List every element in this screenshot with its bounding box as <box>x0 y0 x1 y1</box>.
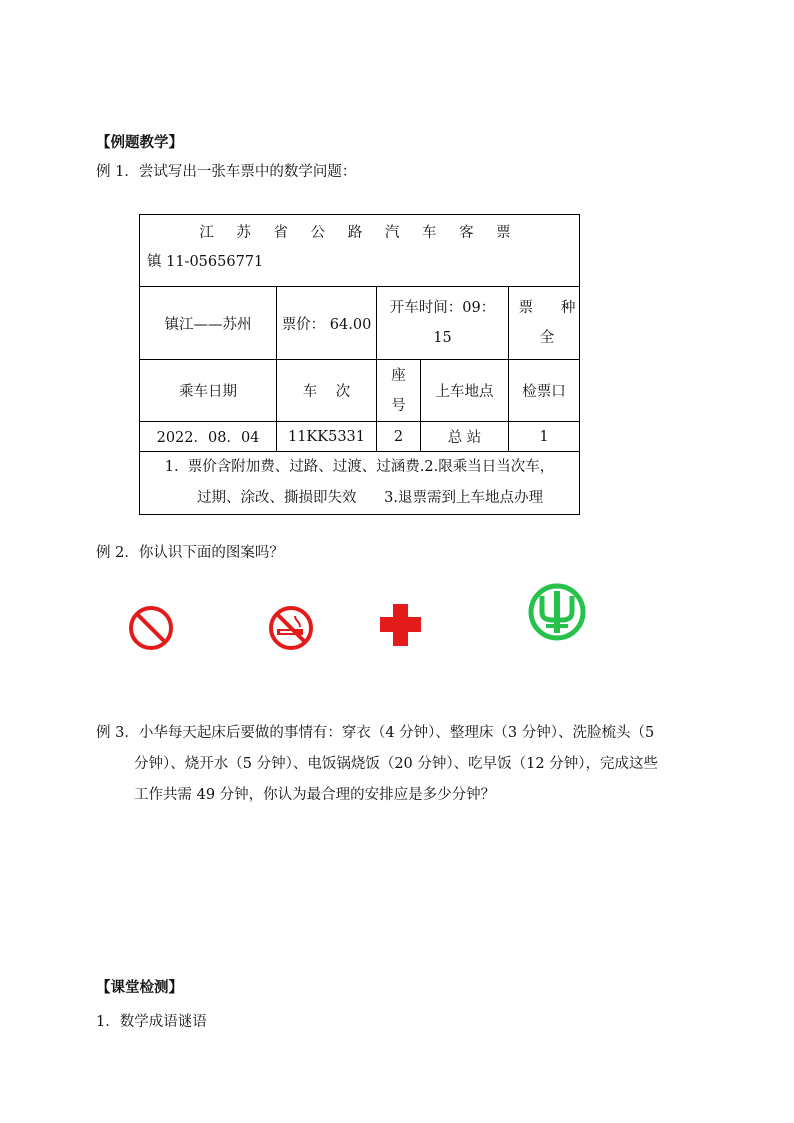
ticket-value-boarding: 总 站 <box>421 422 509 452</box>
ticket-depart-line2: 15 <box>433 330 452 346</box>
ticket-header-seat-line2: 号 <box>391 397 406 414</box>
ticket-depart-time <box>377 287 509 360</box>
ticket-header-cell <box>140 215 580 287</box>
ticket-value-date: 2022．08．04 <box>140 422 277 452</box>
example-3-line1: 例 3．小华每天起床后要做的事情有：穿衣（4 分钟）、整理床（3 分钟）、洗脸梳头（5 <box>96 725 655 741</box>
ticket-header-date: 乘车日期 <box>140 360 277 422</box>
ticket-depart-line1: 开车时间：09： <box>389 300 496 316</box>
no-entry-icon <box>131 608 171 648</box>
example-1-prompt: 例 1．尝试写出一张车票中的数学问题： <box>96 164 357 180</box>
example-3-line3: 工作共需 49 分钟，你认为最合理的安排应是多少分钟？ <box>134 787 496 803</box>
ticket-type-line2: 全 <box>539 330 555 346</box>
ticket-value-train: 11KK5331 <box>277 422 377 452</box>
ticket-header-gate: 检票口 <box>509 360 580 422</box>
ticket-header-train: 车 次 <box>277 360 377 422</box>
ticket-notes <box>140 452 580 515</box>
section-heading-check: 【课堂检测】 <box>96 979 183 996</box>
example-2-prompt: 例 2．你认识下面的图案吗？ <box>96 545 284 561</box>
example-3 <box>96 718 706 811</box>
ticket-type <box>509 287 580 360</box>
red-cross-icon <box>380 604 421 646</box>
ticket-header-boarding: 上车地点 <box>421 360 509 422</box>
question-1: 1．数学成语谜语 <box>96 1014 207 1030</box>
ticket-type-line1: 票 种 <box>518 300 576 316</box>
section-heading-examples: 【例题教学】 <box>96 134 183 151</box>
ticket-notes-line1: 1. 票价含附加费、过路、过渡、过涵费.2.限乘当日当次车， <box>164 459 555 475</box>
ticket-route: 镇江——苏州 <box>140 287 277 360</box>
ticket-value-gate: 1 <box>509 422 580 452</box>
ticket-title: 江 苏 省 公 路 汽 车 客 票 <box>199 225 520 241</box>
ticket-header-seat <box>377 360 421 422</box>
ticket-value-seat: 2 <box>377 422 421 452</box>
bus-ticket-table <box>139 214 580 515</box>
agricultural-bank-logo-icon <box>531 586 583 638</box>
example-3-line2: 分钟）、烧开水（5 分钟）、电饭锅烧饭（20 分钟）、吃早饭（12 分钟），完成这些 <box>134 756 658 772</box>
ticket-code: 镇 11-05656771 <box>147 254 264 270</box>
ticket-notes-line2: 过期、涂改、撕损即失效 3.退票需到上车地点办理 <box>197 490 543 506</box>
no-smoking-icon <box>271 608 311 648</box>
ticket-price: 票价： 64.00 <box>277 287 377 360</box>
ticket-header-seat-line1: 座 <box>391 367 406 384</box>
